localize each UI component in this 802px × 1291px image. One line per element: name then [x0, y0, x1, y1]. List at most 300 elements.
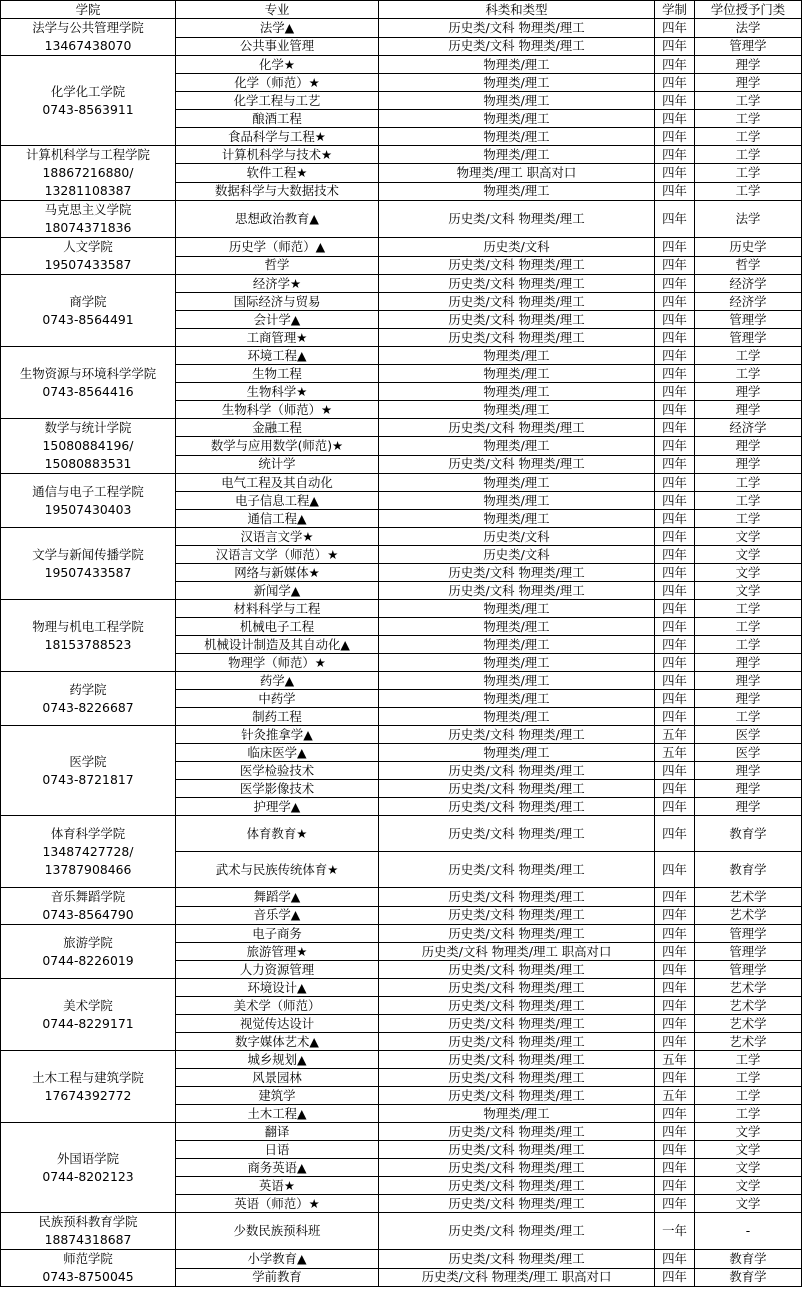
major-name: 统计学: [176, 455, 379, 473]
college-phone: 0744-8202123: [42, 1168, 134, 1184]
major-name: 学前教育: [176, 1268, 379, 1287]
major-name: 医学检验技术: [176, 762, 379, 780]
subject-type: 物理类/理工: [379, 618, 655, 636]
duration: 五年: [655, 726, 695, 744]
duration: 四年: [655, 528, 695, 546]
duration: 四年: [655, 455, 695, 473]
duration: 四年: [655, 1177, 695, 1195]
subject-type: 历史类/文科 物理类/理工: [379, 816, 655, 852]
duration: 四年: [655, 582, 695, 600]
duration: 四年: [655, 546, 695, 564]
college-name: 美术学院: [63, 997, 113, 1013]
degree-category: 经济学: [695, 419, 802, 437]
college-phone: 0744-8226019: [42, 952, 134, 968]
subject-type: 历史类/文科 物理类/理工 职高对口: [379, 1268, 655, 1287]
table-row: [1, 925, 802, 943]
college-cell: [1, 888, 176, 925]
degree-category: 工学: [695, 618, 802, 636]
duration: 四年: [655, 1033, 695, 1051]
degree-category: 教育学: [695, 1268, 802, 1287]
degree-category: 理学: [695, 762, 802, 780]
degree-category: 理学: [695, 690, 802, 708]
subject-type: 历史类/文科 物理类/理工: [379, 455, 655, 473]
college-cell: [1, 419, 176, 474]
college-name: 法学与公共管理学院: [32, 20, 144, 35]
major-name: 音乐学▲: [176, 906, 379, 925]
subject-type: 历史类/文科 物理类/理工: [379, 997, 655, 1015]
major-name: 武术与民族传统体育★: [176, 852, 379, 888]
major-name: 电子商务: [176, 925, 379, 943]
subject-type: 历史类/文科 物理类/理工 职高对口: [379, 943, 655, 961]
degree-category: 艺术学: [695, 906, 802, 925]
college-name: 师范学院: [63, 1251, 113, 1266]
degree-category: 哲学: [695, 256, 802, 275]
major-name: 生物工程: [176, 365, 379, 383]
degree-category: 理学: [695, 672, 802, 690]
degree-category: 理学: [695, 74, 802, 92]
subject-type: 物理类/理工: [379, 474, 655, 492]
major-name: 化学工程与工艺: [176, 92, 379, 110]
college-name: 文学与新闻传播学院: [32, 546, 144, 562]
duration: 四年: [655, 1123, 695, 1141]
degree-category: 工学: [695, 128, 802, 146]
college-phone: 19507433587: [44, 257, 132, 272]
subject-type: 物理类/理工: [379, 672, 655, 690]
major-name: 旅游管理★: [176, 943, 379, 961]
degree-category: 艺术学: [695, 1033, 802, 1051]
major-name: 人力资源管理: [176, 961, 379, 979]
duration: 四年: [655, 311, 695, 329]
college-cell: [1, 275, 176, 347]
college-name: 人文学院: [63, 239, 113, 254]
subject-type: 历史类/文科 物理类/理工: [379, 293, 655, 311]
major-name: 数据科学与大数据技术: [176, 182, 379, 200]
college-cell: [1, 1051, 176, 1123]
college-phone: 13487427728/: [42, 843, 134, 859]
degree-category: 文学: [695, 582, 802, 600]
table-row: [1, 419, 802, 437]
college-name: 马克思主义学院: [44, 202, 132, 217]
subject-type: 物理类/理工: [379, 636, 655, 654]
degree-category: 教育学: [695, 816, 802, 852]
major-name: 生物科学（师范）★: [176, 401, 379, 419]
table-row: [1, 474, 802, 492]
major-name: 酿酒工程: [176, 110, 379, 128]
degree-category: 工学: [695, 110, 802, 128]
major-name: 机械设计制造及其自动化▲: [176, 636, 379, 654]
subject-type: 历史类/文科 物理类/理工: [379, 1051, 655, 1069]
degree-category: 法学: [695, 201, 802, 238]
degree-category: 工学: [695, 146, 802, 164]
college-cell: [1, 925, 176, 979]
major-name: 翻译: [176, 1123, 379, 1141]
duration: 四年: [655, 347, 695, 365]
college-name: 商学院: [69, 293, 107, 309]
subject-type: 物理类/理工: [379, 1105, 655, 1123]
college-cell: [1, 347, 176, 419]
major-name: 机械电子工程: [176, 618, 379, 636]
degree-category: 文学: [695, 1123, 802, 1141]
subject-type: 物理类/理工: [379, 510, 655, 528]
college-phone: 0743-8564491: [42, 311, 134, 327]
table-row: [1, 146, 802, 164]
table-row: [1, 275, 802, 293]
subject-type: 历史类/文科 物理类/理工: [379, 1087, 655, 1105]
college-name: 通信与电子工程学院: [32, 483, 144, 499]
major-name: 药学▲: [176, 672, 379, 690]
major-name: 历史学（师范）▲: [176, 238, 379, 257]
degree-category: 理学: [695, 798, 802, 816]
college-cell: [1, 726, 176, 816]
degree-category: 教育学: [695, 1250, 802, 1269]
major-name: 护理学▲: [176, 798, 379, 816]
subject-type: 物理类/理工: [379, 128, 655, 146]
degree-category: 工学: [695, 182, 802, 200]
major-name: 网络与新媒体★: [176, 564, 379, 582]
duration: 四年: [655, 925, 695, 943]
subject-type: 物理类/理工: [379, 110, 655, 128]
degree-category: 文学: [695, 564, 802, 582]
table-row: [1, 1213, 802, 1250]
major-name: 美术学（师范）: [176, 997, 379, 1015]
subject-type: 物理类/理工: [379, 492, 655, 510]
college-phone: 0743-8721817: [42, 771, 134, 787]
table-row: [1, 1123, 802, 1141]
degree-category: 教育学: [695, 852, 802, 888]
duration: 四年: [655, 888, 695, 907]
subject-type: 物理类/理工: [379, 347, 655, 365]
college-name: 音乐舞蹈学院: [50, 889, 126, 904]
subject-type: 物理类/理工: [379, 74, 655, 92]
duration: 五年: [655, 1087, 695, 1105]
subject-type: 历史类/文科 物理类/理工: [379, 1069, 655, 1087]
major-name: 数字媒体艺术▲: [176, 1033, 379, 1051]
table-row: [1, 347, 802, 365]
subject-type: 物理类/理工: [379, 708, 655, 726]
major-name: 汉语言文学（师范）★: [176, 546, 379, 564]
duration: 四年: [655, 1105, 695, 1123]
duration: 四年: [655, 564, 695, 582]
college-cell: [1, 238, 176, 275]
major-name: 中药学: [176, 690, 379, 708]
duration: 四年: [655, 798, 695, 816]
college-name: 药学院: [69, 681, 107, 697]
degree-category: 艺术学: [695, 1015, 802, 1033]
table-row: [1, 1051, 802, 1069]
duration: 四年: [655, 164, 695, 182]
subject-type: 历史类/文科 物理类/理工: [379, 1213, 655, 1250]
duration: 四年: [655, 474, 695, 492]
subject-type: 历史类/文科 物理类/理工: [379, 780, 655, 798]
duration: 四年: [655, 437, 695, 455]
duration: 四年: [655, 979, 695, 997]
major-name: 英语（师范）★: [176, 1195, 379, 1213]
degree-category: 工学: [695, 164, 802, 182]
table-body: [1, 19, 802, 1287]
major-name: 城乡规划▲: [176, 1051, 379, 1069]
duration: 四年: [655, 201, 695, 238]
duration: 四年: [655, 92, 695, 110]
subject-type: 物理类/理工: [379, 437, 655, 455]
table-row: [1, 1250, 802, 1269]
degree-category: 法学: [695, 19, 802, 38]
duration: 四年: [655, 600, 695, 618]
subject-type: 物理类/理工: [379, 182, 655, 200]
college-name: 医学院: [69, 753, 107, 769]
duration: 四年: [655, 238, 695, 257]
table-row: [1, 816, 802, 852]
duration: 四年: [655, 762, 695, 780]
degree-category: 理学: [695, 654, 802, 672]
subject-type: 物理类/理工: [379, 56, 655, 74]
degree-category: 工学: [695, 1051, 802, 1069]
degree-category: 管理学: [695, 329, 802, 347]
subject-type: 历史类/文科 物理类/理工: [379, 256, 655, 275]
duration: 四年: [655, 401, 695, 419]
duration: 一年: [655, 1213, 695, 1250]
subject-type: 历史类/文科 物理类/理工: [379, 798, 655, 816]
major-name: 汉语言文学★: [176, 528, 379, 546]
table-row: [1, 238, 802, 257]
college-phone: 0743-8226687: [42, 699, 134, 715]
major-name: 食品科学与工程★: [176, 128, 379, 146]
degree-category: 管理学: [695, 311, 802, 329]
major-name: 生物科学★: [176, 383, 379, 401]
duration: 五年: [655, 744, 695, 762]
college-phone: 15080884196/: [42, 438, 134, 453]
degree-category: 医学: [695, 726, 802, 744]
degree-category: 文学: [695, 1177, 802, 1195]
college-phone: 19507433587: [44, 564, 132, 580]
college-phone: 18153788523: [44, 636, 132, 652]
major-name: 经济学★: [176, 275, 379, 293]
subject-type: 历史类/文科 物理类/理工: [379, 311, 655, 329]
college-phone: 0743-8750045: [42, 1269, 134, 1284]
major-name: 土木工程▲: [176, 1105, 379, 1123]
subject-type: 物理类/理工: [379, 600, 655, 618]
degree-category: 管理学: [695, 925, 802, 943]
subject-type: 历史类/文科 物理类/理工: [379, 275, 655, 293]
duration: 四年: [655, 1159, 695, 1177]
college-phone: 18867216880/: [42, 165, 134, 180]
subject-type: 历史类/文科 物理类/理工: [379, 329, 655, 347]
duration: 四年: [655, 1141, 695, 1159]
subject-type: 历史类/文科 物理类/理工: [379, 925, 655, 943]
duration: 五年: [655, 1051, 695, 1069]
duration: 四年: [655, 19, 695, 38]
degree-category: 艺术学: [695, 997, 802, 1015]
college-phone: 15080883531: [44, 456, 132, 471]
duration: 四年: [655, 510, 695, 528]
degree-category: 艺术学: [695, 979, 802, 997]
college-cell: [1, 474, 176, 528]
college-cell: [1, 1123, 176, 1213]
college-phone: 13787908466: [44, 861, 132, 877]
header-subject-type: 科类和类型: [379, 1, 655, 19]
major-name: 商务英语▲: [176, 1159, 379, 1177]
college-name: 生物资源与环境科学学院: [19, 365, 157, 381]
duration: 四年: [655, 293, 695, 311]
major-name: 电气工程及其自动化: [176, 474, 379, 492]
subject-type: 历史类/文科 物理类/理工: [379, 1015, 655, 1033]
duration: 四年: [655, 618, 695, 636]
duration: 四年: [655, 383, 695, 401]
subject-type: 物理类/理工 职高对口: [379, 164, 655, 182]
college-cell: [1, 528, 176, 600]
degree-category: 工学: [695, 1105, 802, 1123]
subject-type: 物理类/理工: [379, 401, 655, 419]
table-row: [1, 726, 802, 744]
college-phone: 0743-8564416: [42, 383, 134, 399]
major-name: 新闻学▲: [176, 582, 379, 600]
subject-type: 历史类/文科 物理类/理工: [379, 979, 655, 997]
degree-category: 工学: [695, 510, 802, 528]
college-cell: [1, 600, 176, 672]
duration: 四年: [655, 780, 695, 798]
duration: 四年: [655, 1250, 695, 1269]
major-name: 金融工程: [176, 419, 379, 437]
major-name: 体育教育★: [176, 816, 379, 852]
degree-category: 理学: [695, 401, 802, 419]
subject-type: 历史类/文科 物理类/理工: [379, 19, 655, 38]
subject-type: 历史类/文科 物理类/理工: [379, 961, 655, 979]
subject-type: 历史类/文科 物理类/理工: [379, 1159, 655, 1177]
duration: 四年: [655, 816, 695, 852]
duration: 四年: [655, 943, 695, 961]
major-name: 计算机科学与技术★: [176, 146, 379, 164]
subject-type: 历史类/文科 物理类/理工: [379, 852, 655, 888]
college-cell: [1, 201, 176, 238]
college-phone: 13467438070: [44, 38, 132, 53]
subject-type: 历史类/文科 物理类/理工: [379, 582, 655, 600]
subject-type: 物理类/理工: [379, 92, 655, 110]
degree-category: 工学: [695, 1069, 802, 1087]
college-cell: [1, 672, 176, 726]
degree-category: 理学: [695, 780, 802, 798]
college-name: 数学与统计学院: [44, 420, 132, 435]
degree-category: 工学: [695, 92, 802, 110]
college-phone: 0743-8564790: [42, 907, 134, 922]
table-row: [1, 672, 802, 690]
major-name: 小学教育▲: [176, 1250, 379, 1269]
header-college: 学院: [1, 1, 176, 19]
duration: 四年: [655, 636, 695, 654]
major-name: 化学★: [176, 56, 379, 74]
college-cell: [1, 1213, 176, 1250]
table-row: [1, 979, 802, 997]
subject-type: 历史类/文科 物理类/理工: [379, 201, 655, 238]
degree-category: 工学: [695, 492, 802, 510]
duration: 四年: [655, 128, 695, 146]
duration: 四年: [655, 690, 695, 708]
major-name: 医学影像技术: [176, 780, 379, 798]
duration: 四年: [655, 329, 695, 347]
table-row: [1, 888, 802, 907]
degree-category: 文学: [695, 1195, 802, 1213]
college-phone: 0743-8563911: [42, 101, 134, 117]
major-name: 物理学（师范）★: [176, 654, 379, 672]
subject-type: 历史类/文科 物理类/理工: [379, 906, 655, 925]
major-name: 日语: [176, 1141, 379, 1159]
college-name: 体育科学学院: [50, 825, 126, 841]
subject-type: 历史类/文科 物理类/理工: [379, 1250, 655, 1269]
degree-category: 理学: [695, 56, 802, 74]
subject-type: 物理类/理工: [379, 146, 655, 164]
degree-category: 理学: [695, 383, 802, 401]
degree-category: 理学: [695, 455, 802, 473]
subject-type: 历史类/文科 物理类/理工: [379, 1195, 655, 1213]
degree-category: 工学: [695, 474, 802, 492]
college-cell: [1, 816, 176, 888]
degree-category: 工学: [695, 365, 802, 383]
major-name: 会计学▲: [176, 311, 379, 329]
degree-category: 医学: [695, 744, 802, 762]
college-cell: [1, 19, 176, 56]
duration: 四年: [655, 146, 695, 164]
college-name: 物理与机电工程学院: [32, 618, 144, 634]
duration: 四年: [655, 1195, 695, 1213]
major-name: 化学（师范）★: [176, 74, 379, 92]
subject-type: 历史类/文科: [379, 546, 655, 564]
major-name: 通信工程▲: [176, 510, 379, 528]
major-name: 针灸推拿学▲: [176, 726, 379, 744]
duration: 四年: [655, 1268, 695, 1287]
major-name: 国际经济与贸易: [176, 293, 379, 311]
subject-type: 历史类/文科 物理类/理工: [379, 1033, 655, 1051]
degree-category: 经济学: [695, 275, 802, 293]
subject-type: 历史类/文科 物理类/理工: [379, 762, 655, 780]
major-name: 环境设计▲: [176, 979, 379, 997]
header-row: [1, 1, 802, 19]
degree-category: 历史学: [695, 238, 802, 257]
subject-type: 历史类/文科: [379, 528, 655, 546]
table-row: [1, 528, 802, 546]
major-name: 法学▲: [176, 19, 379, 38]
major-name: 制药工程: [176, 708, 379, 726]
major-name: 英语★: [176, 1177, 379, 1195]
subject-type: 历史类/文科 物理类/理工: [379, 419, 655, 437]
duration: 四年: [655, 256, 695, 275]
degree-category: 工学: [695, 1087, 802, 1105]
duration: 四年: [655, 419, 695, 437]
college-cell: [1, 56, 176, 146]
college-phone: 19507430403: [44, 501, 132, 517]
subject-type: 历史类/文科 物理类/理工: [379, 1177, 655, 1195]
table-row: [1, 201, 802, 238]
table-row: [1, 56, 802, 74]
degree-category: 艺术学: [695, 888, 802, 907]
major-name: 建筑学: [176, 1087, 379, 1105]
degree-category: 文学: [695, 546, 802, 564]
subject-type: 物理类/理工: [379, 383, 655, 401]
major-name: 视觉传达设计: [176, 1015, 379, 1033]
subject-type: 历史类/文科 物理类/理工: [379, 726, 655, 744]
subject-type: 历史类/文科 物理类/理工: [379, 888, 655, 907]
college-phone: 13281108387: [44, 183, 132, 198]
subject-type: 物理类/理工: [379, 744, 655, 762]
college-cell: [1, 146, 176, 201]
college-cell: [1, 1250, 176, 1287]
duration: 四年: [655, 37, 695, 56]
college-phone: 17674392772: [44, 1087, 132, 1103]
major-name: 少数民族预科班: [176, 1213, 379, 1250]
subject-type: 历史类/文科 物理类/理工: [379, 1123, 655, 1141]
degree-category: 工学: [695, 347, 802, 365]
table-row: [1, 600, 802, 618]
table-row: [1, 19, 802, 38]
college-name: 民族预科教育学院: [38, 1214, 138, 1229]
degree-category: 工学: [695, 708, 802, 726]
